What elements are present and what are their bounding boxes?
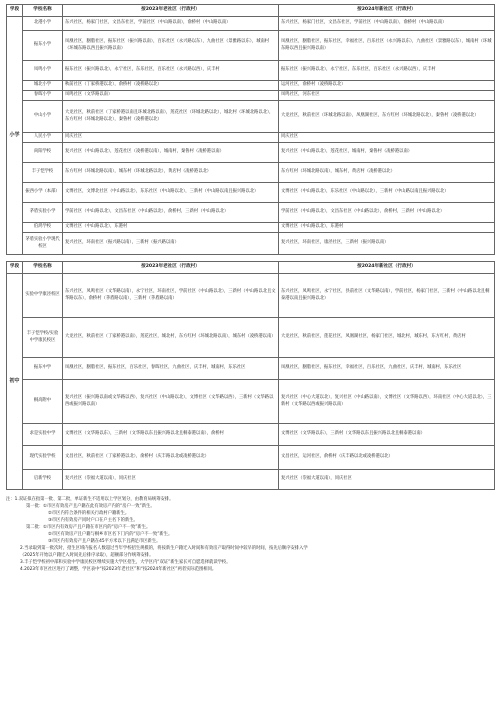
school-name-cell: 伯鸿学校 [23, 223, 63, 233]
table-row [7, 203, 495, 223]
note-batch-1: 第一批：①市区有效房产且户籍在此有效房产内的“房户一致”新生。 [26, 504, 155, 509]
old-community-cell: 学前社区（中山路以北），文昌东社区（中山路以北），俞桥村，三新村（中山路以北） [63, 203, 279, 223]
header-new-community: 按2024年新社区（行政村） [279, 262, 495, 274]
level-cell: 小学 [7, 17, 23, 255]
school-name-cell: 春晖小学 [23, 91, 63, 101]
table-row [7, 81, 495, 91]
new-community-cell: 文博社区（文华路以东），三新村（文华路以东且振兴路以北且桐泰港以南） [279, 424, 495, 446]
school-name-cell: 启新学校 [23, 470, 63, 490]
document [6, 4, 494, 573]
old-community-cell: 振东社区（振兴路以北），永宁社区，东乐社区，百乐社区（永兴路以西），庆丰村 [63, 61, 279, 81]
old-community-cell: 同庆社区 [63, 133, 279, 143]
table-row [7, 424, 495, 446]
new-community-cell: 振东社区（振兴路以北），永宁社区，东乐社区，百乐社区（永兴路以西），庆丰村 [279, 61, 495, 81]
header-school: 学校名称 [23, 262, 63, 274]
header-old-community: 按2023年老社区（行政村） [63, 262, 279, 274]
note-batch-2b: ②市区有效房产且户籍与桐乡市区名下门内的“房户不一致”新生。 [48, 532, 173, 537]
school-name-cell: 北港小学 [23, 17, 63, 31]
note-3: 3.丰子恺学校初中部和实验中学康民校区继续实施大学区招生，大学区内“双证”新生家长可自愿选择就读学校。 [20, 560, 231, 565]
new-community-cell: 大龙社区，秋前社区，莲花社区，凤凰湖社区，杨家门社区，城北村，城东村，东方红村，黄店村 [279, 318, 495, 358]
note-2b: （2025年开始以户籍迁入时间先后排序录取），超额部分作统筹安排。 [20, 553, 154, 558]
new-community-cell: 文博社区（中山路以北），东乐社区（中山路以北），三新村（中山路以南且振兴路以北） [279, 183, 495, 203]
table-row [7, 318, 495, 358]
school-name-cell: 振东小学 [23, 31, 63, 61]
table-row [7, 274, 495, 318]
school-name-cell: 丰子恺学校/实验中学康民校区 [23, 318, 63, 358]
table-row [7, 101, 495, 133]
new-community-cell: 凤鸣社区，河东社区 [279, 91, 495, 101]
table-row [7, 31, 495, 61]
school-name-cell: 城北小学 [23, 81, 63, 91]
table-row [7, 380, 495, 424]
new-community-cell: 凤凰社区，胭脂社区，振东社区，幸福社区，百乐社区，九曲社区，庆丰村，城南村，东乐社区 [279, 358, 495, 380]
old-community-cell: 复兴社区（振兴路以南或文华路以西），复兴社区（中山路以北），文博社区（文华路以西），三新村（文华路以西或振兴路以南） [63, 380, 279, 424]
school-name-cell: 求是实验中学 [23, 424, 63, 446]
new-community-cell: 复兴社区，环南社区，康泾社区，三新村（振兴路以南） [279, 233, 495, 255]
old-community-cell: 复兴社区（中山路以北），莲花社区（凌桥港以南），城南村，秦鲁村（凌桥港以南） [63, 143, 279, 163]
school-name-cell: 振西小学（本部） [23, 183, 63, 203]
table-row [7, 163, 495, 183]
old-community-cell: 凤鸣社区（文华路以南） [63, 91, 279, 101]
new-community-cell: 凤凰社区，胭脂社区，振东社区，幸福社区，百乐社区（永兴路以东），九曲社区（景雅路以东），城南村（环城东路以西且振兴路以南） [279, 31, 495, 61]
old-community-cell: 文博社区，文博北社区（中山路以北），东乐社区（中山路以北），三新村（中山路以南且振兴路以北） [63, 183, 279, 203]
note-batch-1c: ③市区内有效房产同时户口在户主名下的新生。 [48, 518, 138, 523]
old-community-cell: 复兴社区，环南社区（振兴路以南），三新村（振兴路以南） [63, 233, 279, 255]
table-row [7, 143, 495, 163]
school-district-table-primary [6, 4, 495, 255]
new-community-cell: 东兴社区，杨家门社区，文昌东社区，学前社区（中山路以南），俞桥村（中山路以南） [279, 17, 495, 31]
old-community-cell: 文博社区（文华路以东），三新村（文华路以东且振兴路以北且桐泰港以南），俞桥村 [63, 424, 279, 446]
old-community-cell: 文昌社区，秋前社区（丁家桥港以北），俞桥村（庆丰路以北或凌桥港以北） [63, 446, 279, 470]
new-community-cell: 文昌社区，运河社区，俞桥村（庆丰路以北或凌桥港以北） [279, 446, 495, 470]
header-old-community: 按2023年老社区（行政村） [63, 5, 279, 17]
old-community-cell: 凤凰社区，胭脂社区，振东社区（振兴路以南），百乐社区（永兴路以东），九曲社区（景雅路以东），城南村（环城东路以西且振兴路以南） [63, 31, 279, 61]
table-row [7, 133, 495, 143]
school-name-cell: 振东中学 [23, 358, 63, 380]
new-community-cell: 学前社区（中山路以北），文昌东社区（中山路以北），俞桥村，三新村（中山路以北） [279, 203, 495, 223]
table-row [7, 61, 495, 81]
table-row [7, 91, 495, 101]
school-name-cell: 现代实验学校 [23, 446, 63, 470]
new-community-cell: 大龙社区，秋前社区（环城北路以南），凤凰湖社区，东方红村（环城北路以北），秦鲁村（凌桥港以北） [279, 101, 495, 133]
old-community-cell: 大龙社区，秋前社区（丁家桥港以南且环城北路以南），莲花社区（环城北路以北），城北村（环城北路以北），东方红村（环城北路以北），秦鲁村（凌桥港以北） [63, 101, 279, 133]
header-level: 学段 [7, 5, 23, 17]
school-name-cell: 凤鸣小学 [23, 61, 63, 81]
header-school: 学校名称 [23, 5, 63, 17]
new-community-cell: 东兴社区，凤鸣社区，永宁社区，县前社区（文华路以南），学前社区，杨家门社区，三新村（中山路以北且桐泰港以南且振兴路以北） [279, 274, 495, 318]
new-community-cell: 复兴社区（崇福大道以南），同庆社区 [279, 470, 495, 490]
table-header-row [7, 262, 495, 274]
header-level: 学段 [7, 262, 23, 274]
school-name-cell: 茅盾实验小学 [23, 203, 63, 223]
notes-section [6, 496, 494, 573]
table-header-row [7, 5, 495, 17]
school-name-cell: 桐高附中 [23, 380, 63, 424]
school-name-cell: 实验中学康泾校区 [23, 274, 63, 318]
old-community-cell: 东兴社区，杨家门社区，文昌东社区，学前社区（中山路以南），俞桥村（中山路以南） [63, 17, 279, 31]
school-name-cell: 中山小学 [23, 101, 63, 133]
school-name-cell: 丰子恺学校 [23, 163, 63, 183]
new-community-cell: 复兴社区（中山路以北），莲花社区，城南村，秦鲁村（凌桥港以南） [279, 143, 495, 163]
old-community-cell: 复兴社区（崇福大道以南），同庆社区 [63, 470, 279, 490]
old-community-cell: 文博社区（中山路以北），东港村 [63, 223, 279, 233]
school-name-cell: 人民小学 [23, 133, 63, 143]
school-name-cell: 尚阳学校 [23, 143, 63, 163]
note-batch-2c: ③市区内有效房产且户籍在45平方米以下且满足市区新生。 [48, 539, 161, 544]
header-new-community: 按2024年新社区（行政村） [279, 5, 495, 17]
table-row [7, 233, 495, 255]
new-community-cell: 运河社区，俞桥村（凌桥路以北） [279, 81, 495, 91]
new-community-cell: 东方红村（环城北路以南），城东村，黄店村（凌桥港以北） [279, 163, 495, 183]
old-community-cell: 东兴社区，凤鸣社区（文华路以南），永宁社区，环南社区，学前社区（中山路以北），三新村（中山路以北且文华路以东），俞桥村（茅盾路以南），三新村（茅盾路以南） [63, 274, 279, 318]
new-community-cell: 复兴社区（中心大道以北），复兴社区（中山路以南），文博社区（文华路以西），环南社区（中心大道以北），三新村（文华路以西或振兴路以南） [279, 380, 495, 424]
table-row [7, 223, 495, 233]
level-cell: 初中 [7, 274, 23, 490]
school-name-cell: 茅盾实验小学现代校区 [23, 233, 63, 255]
note-batch-1b: ②市区内符合条件的相关行政村户籍新生。 [48, 511, 130, 516]
old-community-cell: 大龙社区，秋前社区（丁家桥港以南），莲花社区，城北村，东方红村（环城北路以南），城东村（凌桥港以南） [63, 318, 279, 358]
note-2: 2.当录取到第一批次时，招生区域内报名人数超过当年学校招生规模的，将按新生户籍迁入时间和有效房产取得时间中较早的时间，按先后顺序安排入学 [20, 546, 308, 551]
old-community-cell: 东方红村（环城北路以南），城东村（环城北路以北），黄店村（凌桥港以北） [63, 163, 279, 183]
table-row [7, 470, 495, 490]
new-community-cell: 文博社区（中山路以北），东港村 [279, 223, 495, 233]
new-community-cell: 同庆社区 [279, 133, 495, 143]
note-1: 注：1.双证拟在指第一批、第二批，单证新生不适用以上学区划分，由教育局统筹安排。 [6, 497, 174, 502]
old-community-cell: 秋前社区（丁家桥港以北），俞桥村（凌桥路以北） [63, 81, 279, 91]
table-row [7, 183, 495, 203]
note-batch-2: 第二批：①市区内有效房产且户籍在市区内的“房户不一致”新生。 [26, 525, 151, 530]
table-row [7, 446, 495, 470]
table-row [7, 17, 495, 31]
table-row [7, 358, 495, 380]
note-4: 4.2023年市区社区进行了调整，学区表中“按2023年老社区”和“按2024年新社区”两者实际范围相同。 [20, 567, 217, 572]
school-district-table-middle [6, 261, 495, 490]
old-community-cell: 凤凰社区，胭脂社区，振东社区，百乐社区，春晖社区，九曲社区，庆丰村，城南村，东乐社区 [63, 358, 279, 380]
